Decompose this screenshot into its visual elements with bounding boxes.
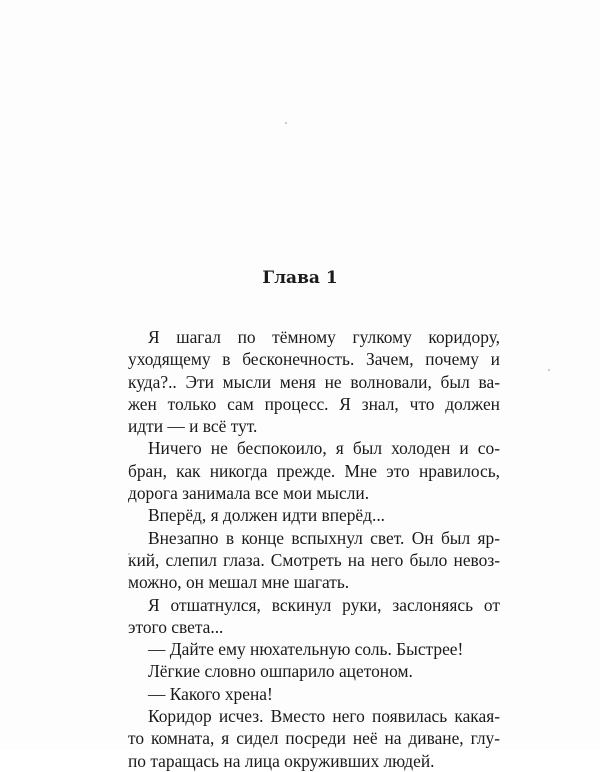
- text-line: Вперёд, я должен идти вперёд...: [148, 505, 386, 526]
- text-line: этого света...: [128, 616, 224, 637]
- paper-speck: [285, 122, 287, 124]
- text-line: Я отшатнулся, вскинул руки, заслоняясь от: [148, 594, 500, 615]
- text-line: Я шагал по тёмному гулкому коридору,: [148, 327, 500, 347]
- text-line: дорога занимала все мои мысли.: [128, 483, 370, 504]
- text-line: Коридор исчез. Вместо него появилась какая-: [148, 706, 500, 727]
- text-line: жен только сам процесс. Я знал, что должен: [128, 393, 500, 414]
- text-line: кий, слепил глаза. Смотреть на него было невоз-: [128, 549, 500, 570]
- text-line: Внезапно в конце вспыхнул свет. Он был яр-: [148, 527, 500, 548]
- chapter-title: Глава 1: [262, 268, 338, 288]
- text-line: бран, как никогда прежде. Мне это нравилось,: [128, 460, 500, 481]
- text-line: Лёгкие словно ошпарило ацетоном.: [148, 661, 413, 682]
- text-line: то комната, я сидел посреди неё на диване, глу-: [128, 728, 500, 749]
- text-line: по таращась на лица окруживших людей.: [128, 750, 435, 771]
- dialogue-line: — Какого хрена!: [148, 683, 273, 704]
- text-line: можно, он мешал мне шагать.: [128, 572, 350, 593]
- text-line: идти — и всё тут.: [128, 416, 258, 437]
- text-line: Ничего не беспокоило, я был холоден и со-: [148, 438, 500, 459]
- dialogue-line: — Дайте ему нюхательную соль. Быстрее!: [148, 639, 464, 660]
- text-line: куда?.. Эти мысли меня не волновали, был ва-: [128, 371, 500, 392]
- paper-speck: [548, 369, 550, 371]
- chapter-body: [128, 326, 500, 772]
- text-line: уходящему в бесконечность. Зачем, почему и: [128, 349, 500, 370]
